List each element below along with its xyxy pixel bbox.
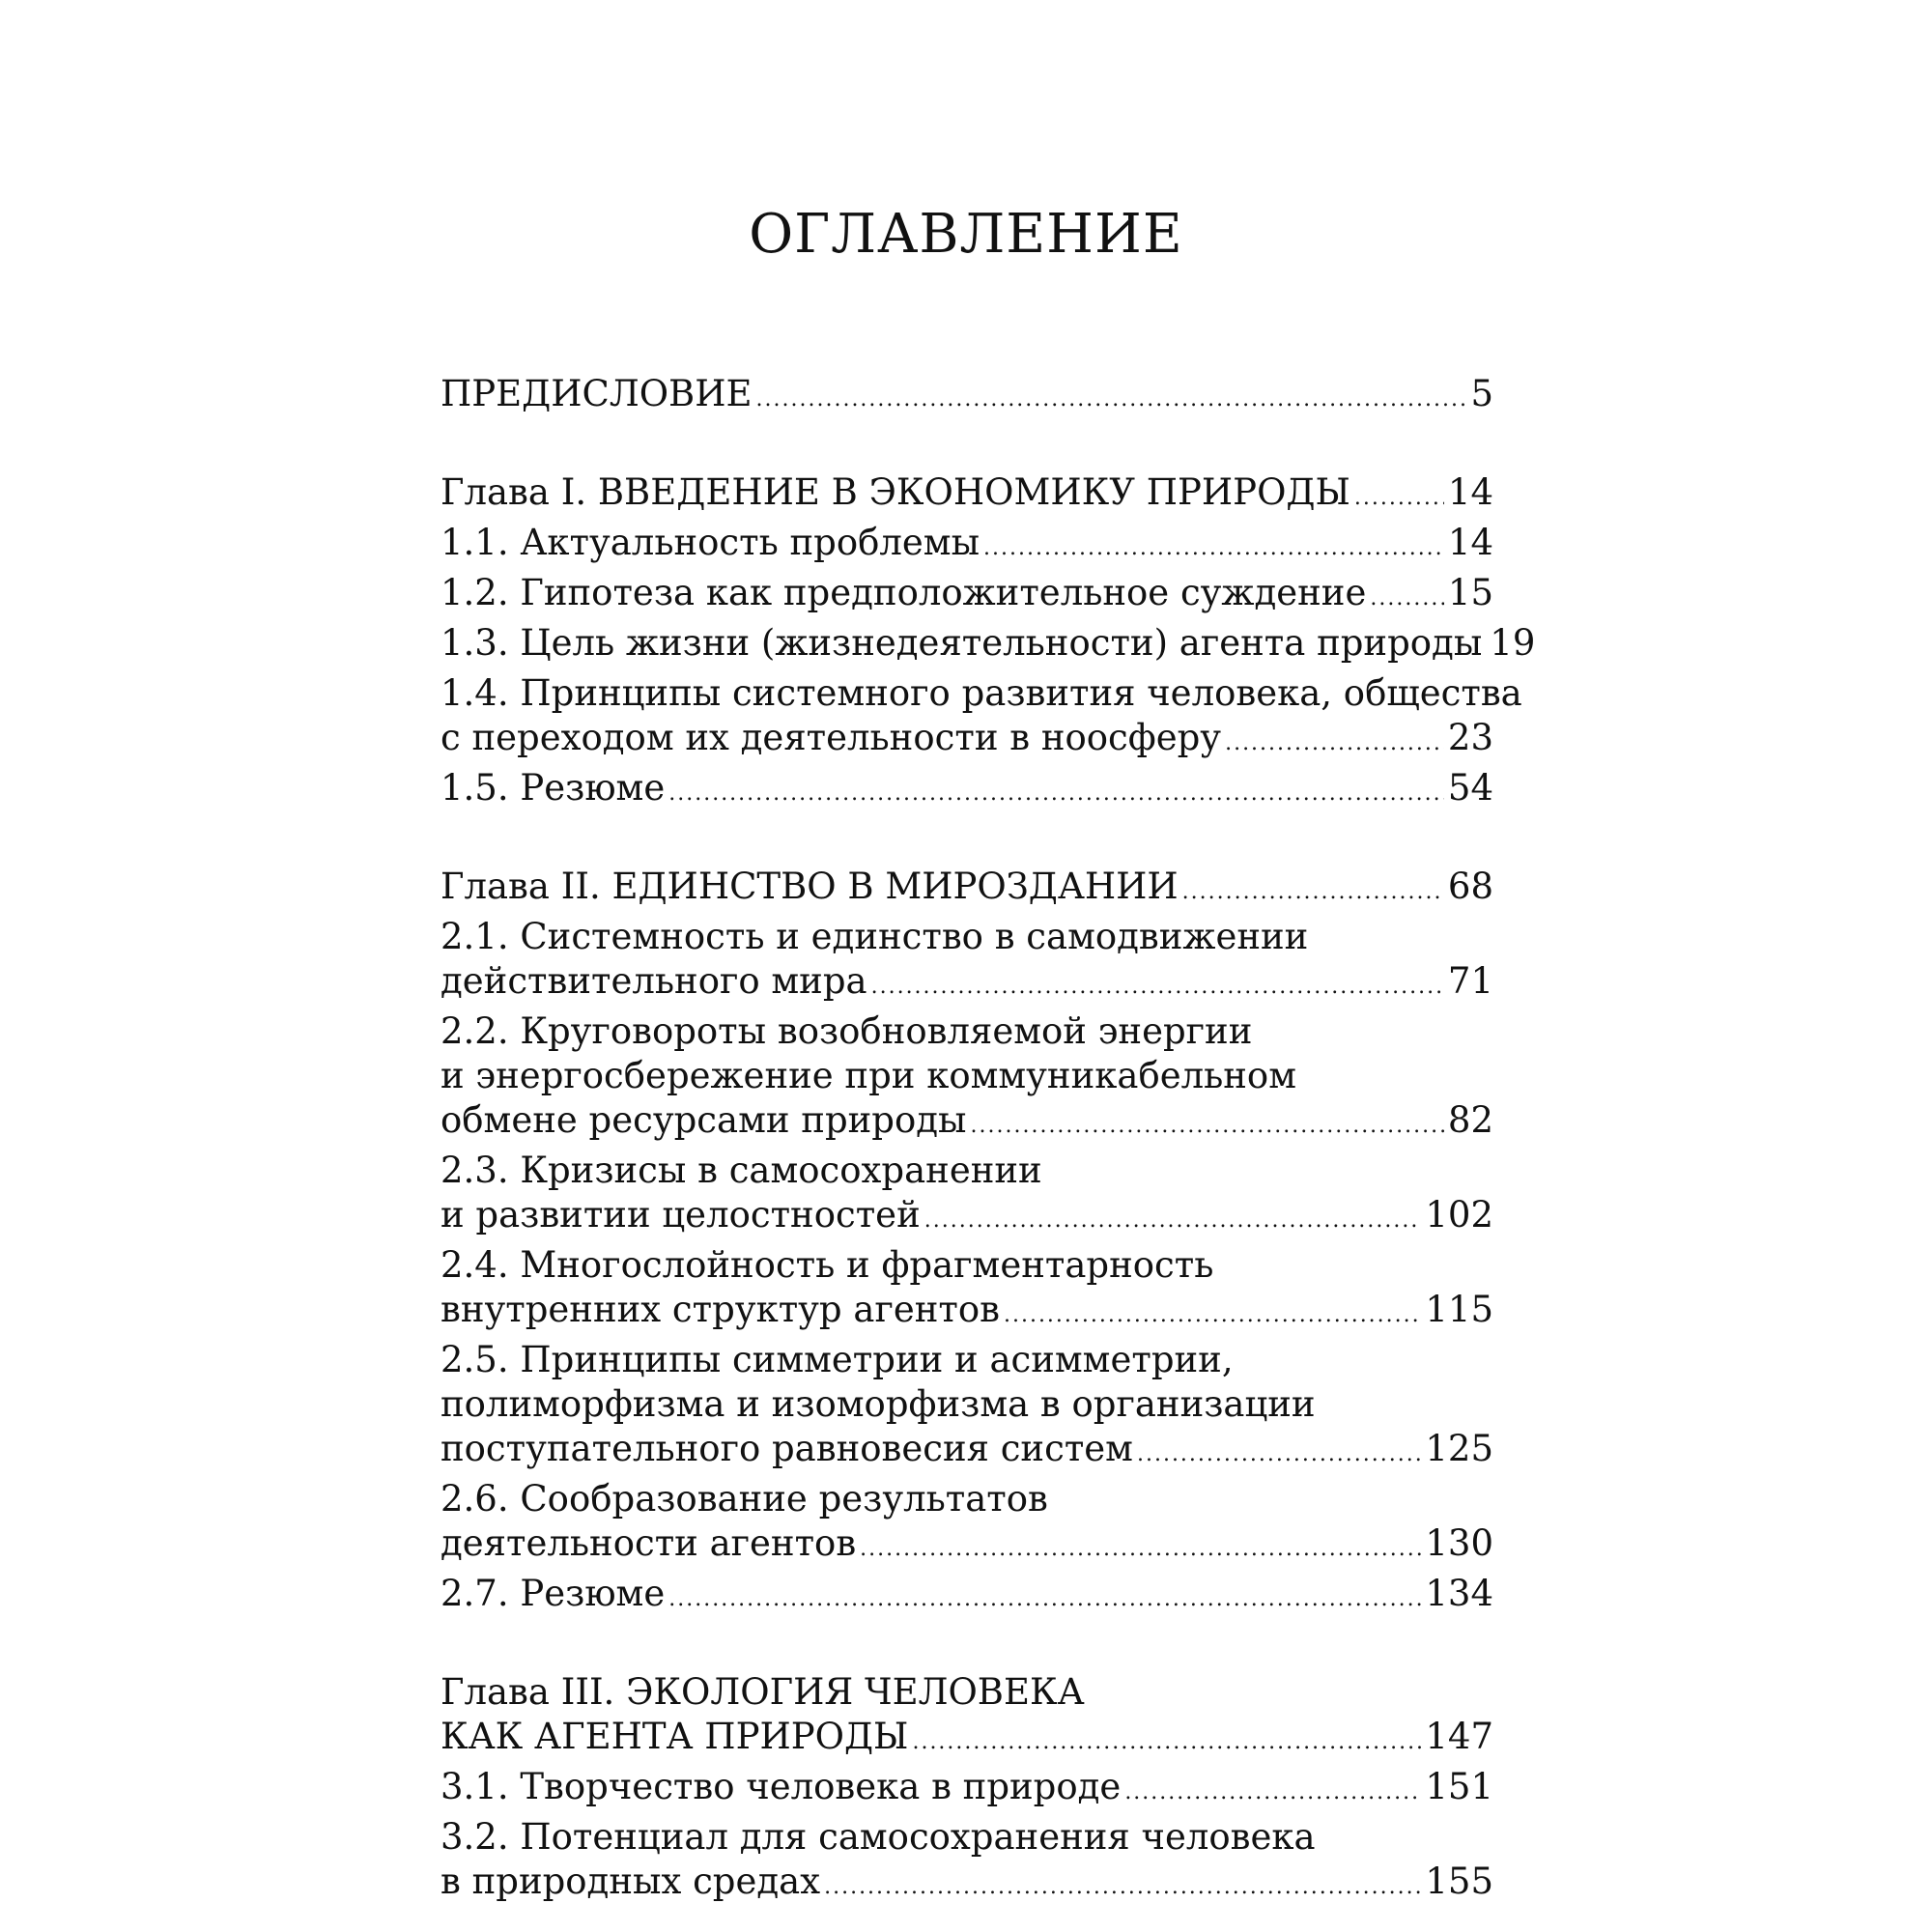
- dot-leader: [668, 772, 1444, 816]
- toc-page-number: 23: [1447, 717, 1493, 758]
- toc-entry-title-line: 3.2. Потенциал для самосохранения человека: [440, 1816, 1316, 1858]
- toc-entry-title: в природных средах: [440, 1861, 821, 1902]
- toc-page-number: 71: [1447, 960, 1493, 1002]
- toc-page-number: 15: [1447, 572, 1493, 613]
- toc-entry-2-2[interactable]: [440, 1009, 1493, 1149]
- toc-page-number: 151: [1425, 1766, 1493, 1807]
- toc-page-number: 68: [1447, 866, 1493, 907]
- toc-page-number: 102: [1425, 1194, 1493, 1236]
- toc-entry-title-line: 2.1. Системность и единство в самодвижении: [440, 916, 1309, 957]
- toc-entry-preface[interactable]: [440, 372, 1493, 422]
- toc-entry-title: действительного мира: [440, 960, 867, 1002]
- toc-entry-title-line: полиморфизма и изоморфизма в организации: [440, 1383, 1316, 1425]
- toc-entry-title-line: Глава III. ЭКОЛОГИЯ ЧЕЛОВЕКА: [440, 1671, 1085, 1713]
- toc-entry-1-3[interactable]: [440, 621, 1536, 671]
- toc-entry-title: 2.7. Резюме: [440, 1573, 666, 1614]
- toc-entry-title: Глава I. ВВЕДЕНИЕ В ЭКОНОМИКУ ПРИРОДЫ: [440, 471, 1350, 513]
- toc-entry-1-5[interactable]: [440, 766, 1493, 816]
- toc-entry-1-1[interactable]: [440, 521, 1493, 571]
- toc-page-number: 5: [1470, 373, 1493, 414]
- dot-leader: [912, 1720, 1421, 1765]
- toc-entry-3-2[interactable]: [440, 1815, 1493, 1910]
- toc-entry-title: ПРЕДИСЛОВИЕ: [440, 373, 753, 414]
- toc-entry-2-4[interactable]: [440, 1243, 1493, 1338]
- dot-leader: [668, 1577, 1421, 1622]
- toc-entry-title: и развитии целостностей: [440, 1194, 921, 1236]
- toc-page-number: 155: [1425, 1861, 1493, 1902]
- toc-entry-title: деятельности агентов: [440, 1522, 857, 1564]
- toc-page-number: 14: [1447, 522, 1493, 563]
- toc-page-number: 134: [1425, 1573, 1493, 1614]
- dot-leader: [983, 526, 1444, 571]
- toc-page-number: 54: [1447, 767, 1493, 809]
- toc-entry-title: обмене ресурсами природы: [440, 1099, 967, 1141]
- dot-leader: [1124, 1771, 1421, 1815]
- page-title: ОГЛАВЛЕНИЕ: [749, 203, 1183, 266]
- dot-leader: [924, 1199, 1422, 1243]
- dot-leader: [860, 1527, 1421, 1572]
- toc-entry-title-line: 2.4. Многослойность и фрагментарность: [440, 1244, 1214, 1286]
- toc-entry-2-3[interactable]: [440, 1149, 1493, 1243]
- toc-entry-2-6[interactable]: [440, 1477, 1493, 1572]
- toc-entry-title-line: 2.3. Кризисы в самосохранении: [440, 1150, 1042, 1191]
- toc-entry-title-line: и энергосбережение при коммуникабельном: [440, 1055, 1296, 1096]
- dot-leader: [1354, 476, 1444, 521]
- table-of-contents: [440, 372, 1536, 1910]
- toc-entry-chapter-2[interactable]: [440, 865, 1493, 915]
- toc-entry-2-1[interactable]: [440, 915, 1493, 1009]
- toc-page-number: 125: [1425, 1428, 1493, 1469]
- dot-leader: [971, 1104, 1444, 1149]
- dot-leader: [1137, 1433, 1421, 1477]
- toc-entry-title: 1.3. Цель жизни (жизнедеятельности) агента природы: [440, 622, 1483, 664]
- toc-page-number: 14: [1447, 471, 1493, 513]
- toc-entry-2-5[interactable]: [440, 1338, 1493, 1477]
- toc-entry-3-1[interactable]: [440, 1765, 1493, 1815]
- toc-page-number: 19: [1490, 622, 1536, 664]
- toc-entry-title: КАК АГЕНТА ПРИРОДЫ: [440, 1716, 909, 1757]
- toc-entry-title: 3.1. Творчество человека в природе: [440, 1766, 1122, 1807]
- toc-page-number: 130: [1425, 1522, 1493, 1564]
- toc-entry-title: 1.1. Актуальность проблемы: [440, 522, 980, 563]
- dot-leader: [1225, 722, 1444, 766]
- toc-entry-title-line: 2.5. Принципы симметрии и асимметрии,: [440, 1339, 1234, 1380]
- toc-page-number: 115: [1425, 1289, 1493, 1330]
- dot-leader: [1182, 870, 1444, 915]
- dot-leader: [756, 378, 1467, 422]
- toc-entry-1-4[interactable]: [440, 671, 1522, 766]
- toc-entry-2-7[interactable]: [440, 1572, 1493, 1622]
- dot-leader: [1004, 1293, 1421, 1338]
- toc-entry-title: 1.2. Гипотеза как предположительное суждение: [440, 572, 1367, 613]
- toc-entry-title-line: 2.6. Сообразование результатов: [440, 1478, 1048, 1520]
- toc-page-number: 82: [1447, 1099, 1493, 1141]
- dot-leader: [824, 1865, 1421, 1910]
- toc-entry-title: с переходом их деятельности в ноосферу: [440, 717, 1222, 758]
- toc-entry-chapter-3[interactable]: [440, 1670, 1493, 1765]
- dot-leader: [1370, 577, 1444, 621]
- toc-entry-title: внутренних структур агентов: [440, 1289, 1000, 1330]
- toc-entry-title: поступательного равновесия систем: [440, 1428, 1133, 1469]
- toc-entry-chapter-1[interactable]: [440, 470, 1493, 521]
- toc-entry-title-line: 2.2. Круговороты возобновляемой энергии: [440, 1010, 1253, 1052]
- toc-entry-title-line: 1.4. Принципы системного развития человека, общества: [440, 672, 1522, 714]
- toc-entry-title: 1.5. Резюме: [440, 767, 666, 809]
- toc-entry-1-2[interactable]: [440, 571, 1493, 621]
- toc-page-number: 147: [1425, 1716, 1493, 1757]
- toc-entry-title: Глава II. ЕДИНСТВО В МИРОЗДАНИИ: [440, 866, 1179, 907]
- dot-leader: [871, 965, 1444, 1009]
